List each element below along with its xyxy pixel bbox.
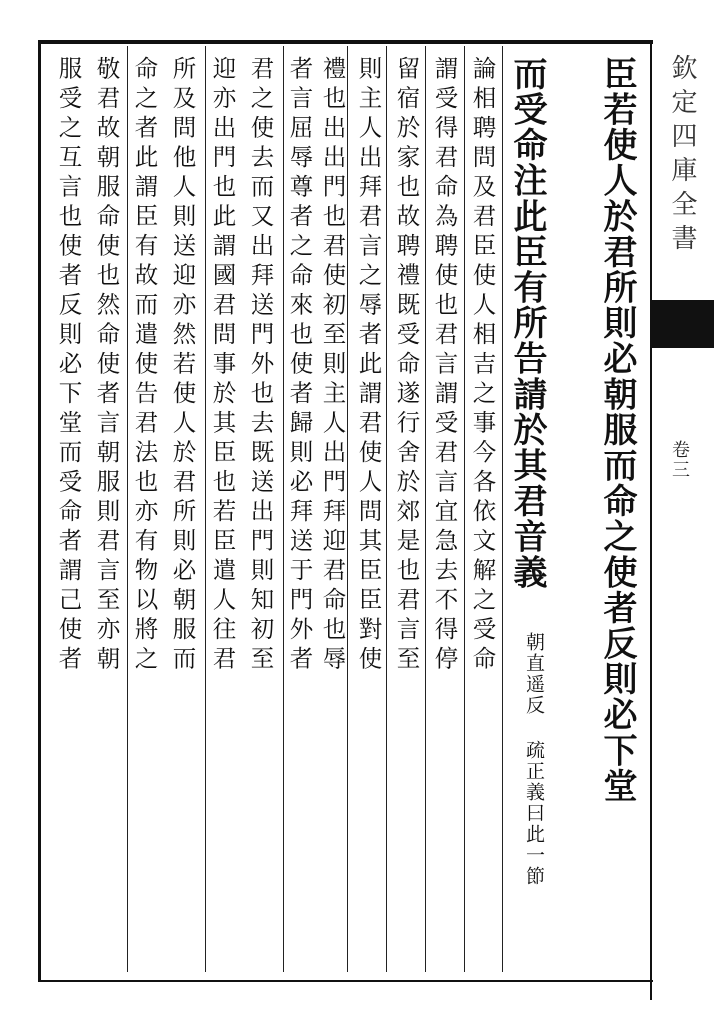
fish-tail-mark-icon <box>652 300 714 348</box>
column-rule <box>425 46 426 972</box>
text-column-14: 服受之互言也使者反則必下堂而受命者謂己使者 <box>54 56 83 676</box>
column-rule <box>283 46 284 972</box>
column-2-main: 而受命注此臣有所告請於其君音義 <box>507 56 547 590</box>
text-column-5: 留宿於家也故聘禮既受命遂行舍於郊是也君言至 <box>392 56 421 676</box>
text-column-10: 迎亦出門也此謂國君問事於其臣也若臣遣人往君 <box>208 56 237 676</box>
text-column-11: 所及問他人則送迎亦然若使人於君所則必朝服而 <box>168 56 197 676</box>
text-column-13: 敬君故朝服命使也然命使者言朝服則君言至亦朝 <box>92 56 121 676</box>
column-rule <box>464 46 465 972</box>
spine-title: 欽定四庫全書 <box>667 54 697 258</box>
column-rule <box>347 46 348 972</box>
column-rule <box>205 46 206 972</box>
text-column-2 <box>507 56 547 887</box>
text-column-6: 則主人出拜君言之辱者此謂君使人問其臣臣對使 <box>354 56 383 676</box>
column-rule <box>502 46 503 972</box>
column-2-note-a: 朝直遥反 <box>523 631 545 716</box>
column-2-note-b: 疏正義曰此一節 <box>523 739 545 887</box>
text-column-4: 謂受得君命為聘使也君言謂受君言宜急去不得停 <box>430 56 459 676</box>
text-column-12: 命之者此謂臣有故而遣使告君法也亦有物以將之 <box>130 56 159 676</box>
column-rule <box>127 46 128 972</box>
column-rule <box>386 46 387 972</box>
text-column-3: 論相聘問及君臣使人相吉之事今各依文解之受命 <box>468 56 497 676</box>
text-column-8: 者言屈辱尊者之命來也使者歸則必拜送于門外者 <box>285 56 314 676</box>
spine-juan: 卷三 <box>669 440 690 480</box>
text-column-7: 禮也出出門也君使初至則主人出門拜迎君命也辱 <box>318 56 347 676</box>
text-column-9: 君之使去而又出拜送門外也去既送出門則知初至 <box>246 56 275 676</box>
text-column-1: 臣若使人於君所則必朝服而命之使者反則必下堂 <box>597 56 637 804</box>
